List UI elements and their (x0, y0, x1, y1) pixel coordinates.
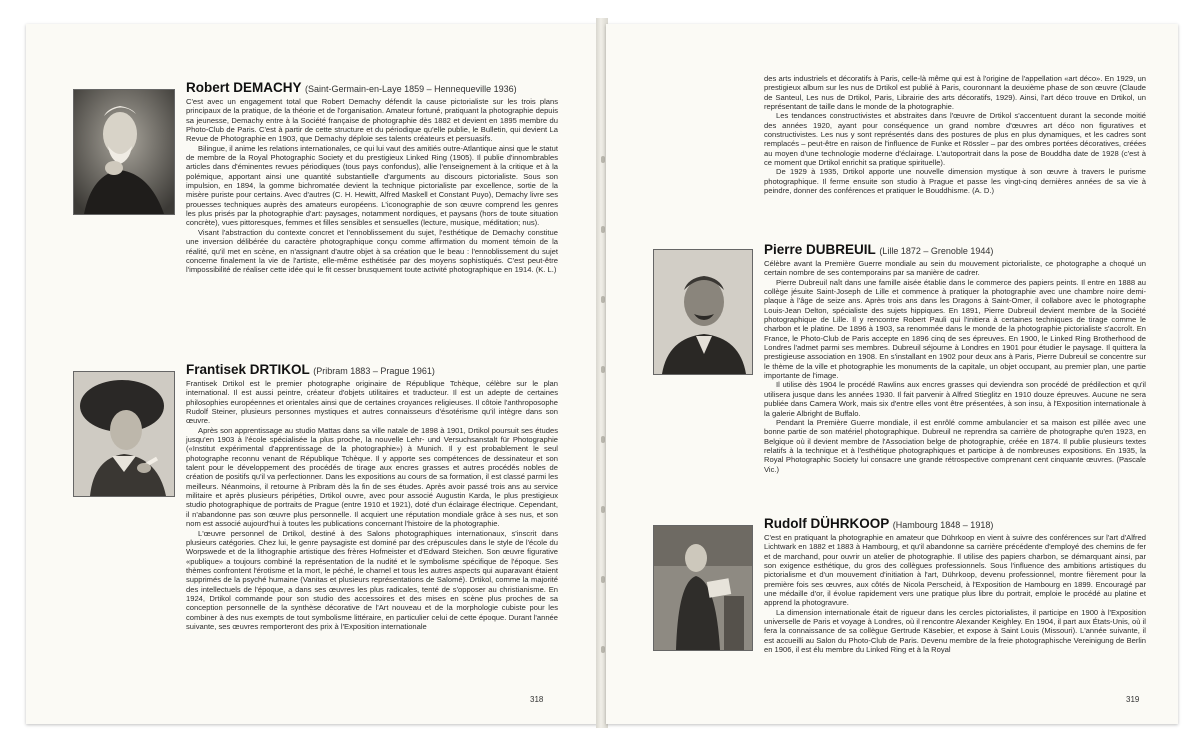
portrait-dubreuil (654, 250, 752, 374)
entry-body: Frantisek Drtikol est le premier photographe originaire de République Tchèque, célèbre sur le plan international. Il est aussi peintre, créateur d'objets utilitaires et traducteur. Il est un adepte de certaines philosophies européennes et orientales ainsi que de certaines croyances religieuses. Il côtoie l'anthroposophe Rudolf Steiner, plusieurs personnes mystiques et autres connaisseurs d'ésotérisme qu'il intègre dans son œuvre. Après son apprentissage au studio Mattas dans sa ville natale de 1898 à 1901, Drtikol poursuit ses études jusqu'en 1903 à l'école spécialisée la plus proche, la nouvelle Lehr- und Versuchsanstalt für Photographie («Institut expérimental d'apprentissage de la photographie») à Munich. Il y est probablement le seul photographe reconnu venant de République Tchèque. Il y apporte ses compétences de dessinateur et son talent pour le développement des procédés de tirage aux encres grasses et autres procédés nobles de création de positifs qu'il va perfectionner. Dans les expositions au cours de sa formation, il est classé parmi les meilleurs. Néanmoins, il retourne à Pribram dès la fin de ses études. Après avoir passé trois ans au service militaire et après plusieurs péripéties, Drtikol ouvre, avec pour associé Augustin Karda, le plus prestigieux studio photographique de portraits de Prague (entre 1910 et 1921), doté d'un éclairage électrique. Cependant, il n'abandonne pas son œuvre plus personnelle. Il acquiert une réputation mondiale grâce à ses nus, et son nom est associé aujourd'hui à toutes les publications concernant l'histoire de la photographie. L'œuvre personnel de Drtikol, destiné à des Salons photographiques internationaux, s'inscrit dans plusieurs catégories. Chez lui, le genre paysagiste est dominé par des crépuscules dans le style de l'école du Worpswede et de la lithographie artistique des frères Hofmeister et d'Edward Steichen. Son œuvre figurative «publique» a toujours combiné la représentation de la nudité et le symbolisme spécifique de l'époque. Ses thèmes confrontent l'érotisme et la mort, le péché, le charnel et tous les autres aspects qui auparavant étaient supprimés de la psyché humaine (Vanitas et plusieurs représentations de Salomé). Drtikol, comme la majorité des intellectuels de l'époque, a dans ses œuvres les plus radicales, tenté de s'opposer au christianisme. En 1924, Drtikol commande pour son studio des accessoires et des mises en scène plus proches de sa conception personnelle de la synthèse décorative de l'Art nouveau et de la morphologie cubiste pour les combiner à des nus exempts de tout symbolisme littéraire, en particulier celui de cette époque. Durant l'année suivante, ses œuvres remporteront des prix à l'Exposition internationale (186, 379, 558, 631)
portrait-demachy (74, 90, 174, 214)
entry-body: Célèbre avant la Première Guerre mondiale au sein du mouvement pictorialiste, ce photographe a choqué un certain nombre de ses contemporains par sa manière de cadrer. Pierre Dubreuil naît dans une famille aisée établie dans le commerce des papiers peints. Il entre en 1888 au collège jésuite Saint-Joseph de Lille et commence à pratiquer la photographie avec une chambre noire demi-plaque à l'âge de seize ans. Après trois ans dans les Dragons à Saint-Omer, il collabore avec le photographe Louis-Jean Delton, spécialiste des sujets hippiques. En 1891, Pierre Dubreuil devient membre de la Société photographique de Lille. Il y rencontre Robert Pauli qui l'initiera à certaines techniques de tirage comme le charbon et le platine. De 1896 à 1903, sa renommée dans le monde de la photographie pictorialiste s'accroît. En France, le Photo-Club de Paris accepte en 1896 cinq de ses épreuves. En 1900, le Linked Ring Brotherhood de Londres l'admet parmi ses membres. Dubreuil séjourne à Londres en 1901 pour étudier le paysage. Il quittera la prestigieuse association en 1908. En s'installant en 1902 pour deux ans à Paris, Pierre Dubreuil se concentre sur le thème de la ville et photographie les monuments de la capitale, un objet occupant, au premier plan, une partie importante de l'image. Il utilise dès 1904 le procédé Rawlins aux encres grasses qui deviendra son procédé de prédilection et qu'il utilisera jusque dans les années 1930. Il fait parvenir à Alfred Stieglitz en 1910 douze épreuves. Aucune ne sera publiée dans Camera Work, mais six d'entre elles vont être présentées, à son insu, à l'Exposition internationale à la galerie Albright de Buffalo. Pendant la Première Guerre mondiale, il est enrôlé comme ambulancier et sa maison est pillée avec une bonne partie de son matériel photographique. Dubreuil ne reprendra sa carrière de photographe qu'en 1923, en Belgique où il devient membre de l'Association belge de photographie, créée en 1874. Il publie plusieurs textes relatifs à la technique et à l'esthétique photographiques et participe à de nombreuses expositions. En 1935, la Royal Photographic Society lui consacre une grande rétrospective comprenant cent cinquante œuvres. (Pascale Vic.) (764, 259, 1146, 474)
entry-heading: Robert DEMACHY (Saint-Germain-en-Laye 1859 – Hennequeville 1936) (186, 80, 517, 95)
left-page (26, 24, 598, 724)
entry-heading: Rudolf DÜHRKOOP (Hambourg 1848 – 1918) (764, 516, 994, 531)
portrait-duhrkoop (654, 526, 752, 650)
entry-demachy (186, 80, 558, 275)
entry-duhrkoop (764, 516, 1146, 654)
drtikol-continuation (764, 74, 1146, 195)
page-number-left: 318 (530, 695, 544, 704)
entry-body: C'est avec un engagement total que Robert Demachy défendit la cause pictorialiste sur les trois plans principaux de la pratique, de la théorie et de l'organisation. Amateur fortuné, pratiquant la photographie depuis sa jeunesse, Demachy entre à la Société française de photographie dès 1882 et devient en 1895 membre du Photo-Club de Paris. C'est à partir de cette structure et du périodique qu'elle publie, le Bulletin, qui devient La Revue de Photographie en 1903, que Demachy déploie ses talents créateurs et persuasifs. Bilingue, il anime les relations internationales, ce qui lui vaut des amitiés outre-Atlantique ainsi que le statut de membre de la Royal Photographic Society et du prestigieux Linked Ring (1905). Il publie d'innombrables articles dans d'éminentes revues périodiques (tous pays confondus), allie l'enseignement à la critique et à la polémique, apportant ainsi une quantité substantielle d'arguments au discours pictorialiste. Sous son impulsion, en 1894, la gomme bichromatée devient la technique pictorialiste par excellence, sortie de la misère puriste pour certains. Avec d'autres (C. H. Hewitt, Alfred Maskell et Constant Puyo), Demachy livre ses prouesses techniques auprès des amateurs européens. L'iconographie de son œuvre comprend les genres les plus prisés par la photographie d'art: paysages, notamment nordiques, et paysans (hors de toute situation concrète), vues pittoresques, femmes et filles sensibles et sensuelles (lecture, musique, méditation; nus). Visant l'abstraction du contexte concret et l'ennoblissement du sujet, l'esthétique de Demachy constitue une inversion délibérée du caractère photographique conçu comme affirmation du moment témoin de la réalité, qu'il met en scène, en n'assignant d'autre objet à sa création que le beau : l'ennoblissement du sujet concerne finalement la vie de l'artiste, elle-même esthétisée par des moyens sophistiqués. C'est peut-être l'impossibilité de réaliser cette idée qui le fit cesser brusquement toute activité photographique en 1914. (K. L.) (186, 97, 558, 275)
book-spread (26, 18, 1178, 726)
right-page (606, 24, 1178, 724)
entry-heading: Frantisek DRTIKOL (Pribram 1883 – Prague 1961) (186, 362, 435, 377)
entry-body: des arts industriels et décoratifs à Paris, celle-là même qui est à l'origine de l'appellation «art déco». En 1929, un prestigieux album sur les nus de Drtikol est publié à Paris, couronnant la deuxième phase de son œuvre (Claude de Santeul, Les nus de Drtikol, Paris, Librairie des arts décoratifs, 1929). Ainsi, l'art déco trouve en Drtikol, un représentant de taille dans le monde de la photographie. Les tendances constructivistes et abstraites dans l'œuvre de Drtikol s'accentuent durant la seconde moitié des années 1920, ayant pour conséquence un grand nombre d'œuvres art déco non figuratives et constructivistes. Les nus y sont représentés dans des postures de plus en plus dynamiques, et les cadres sont remplacés – peut-être en raison de l'influence de Funke et Rössler – par des ombres portées décoratives, créées au moyen d'une technologie moderne d'éclairage. L'autoportrait dans la pose de Bouddha date de 1928 (c'est à ce moment que Drtikol enrichit sa pratique spirituelle). De 1929 à 1935, Drtikol apporte une nouvelle dimension mystique à son œuvre à travers le purisme photographique. Il ferme ensuite son studio à Prague et passe les vingt-cinq dernières années de sa vie à peindre, donner des conférences et pratiquer le Bouddhisme. (A. D.) (764, 74, 1146, 196)
portrait-drtikol (74, 372, 174, 496)
entry-heading: Pierre DUBREUIL (Lille 1872 – Grenoble 1944) (764, 242, 994, 257)
entry-drtikol (186, 362, 558, 631)
entry-body: C'est en pratiquant la photographie en amateur que Dührkoop en vient à suivre des conférences sur l'art d'Alfred Lichtwark en 1882 et 1883 à Hambourg, et qu'il abandonne sa carrière précédente d'employé des chemins de fer et de marchand, pour ouvrir un atelier de photographie. Il utilise des papiers charbon, se démarquant ainsi, par son exigence esthétique, du gros des collègues professionnels. Sous l'influence des ambitions artistiques du pictorialisme et d'un mouvement d'initiation à l'art, Dührkoop, devenu professionnel, montre fièrement pour la première fois ses œuvres, aux côtés de Nicola Perscheid, à l'Exposition de Hambourg en 1899. Encouragé par une médaille d'or, il évolue rapidement vers une pratique plus libre du portrait, emploie le procédé au platine et apprend la photogravure. La dimension internationale était de rigueur dans les cercles pictorialistes, il participe en 1900 à l'Exposition universelle de Paris et voyage à Londres, où il rencontre Alexander Keighley. En 1904, il part aux États-Unis, où il fera la connaissance de sa collègue Gertrude Käsebier, et expose à Saint Louis (Missouri). L'année suivante, il est accueilli au Salon du Photo-Club de Paris. Devenu membre de la freie photographische Vereinigung de Berlin en 1906, il est élu membre du Linked Ring et à la Royal (764, 533, 1146, 655)
entry-dubreuil (764, 242, 1146, 474)
page-number-right: 319 (1126, 695, 1140, 704)
